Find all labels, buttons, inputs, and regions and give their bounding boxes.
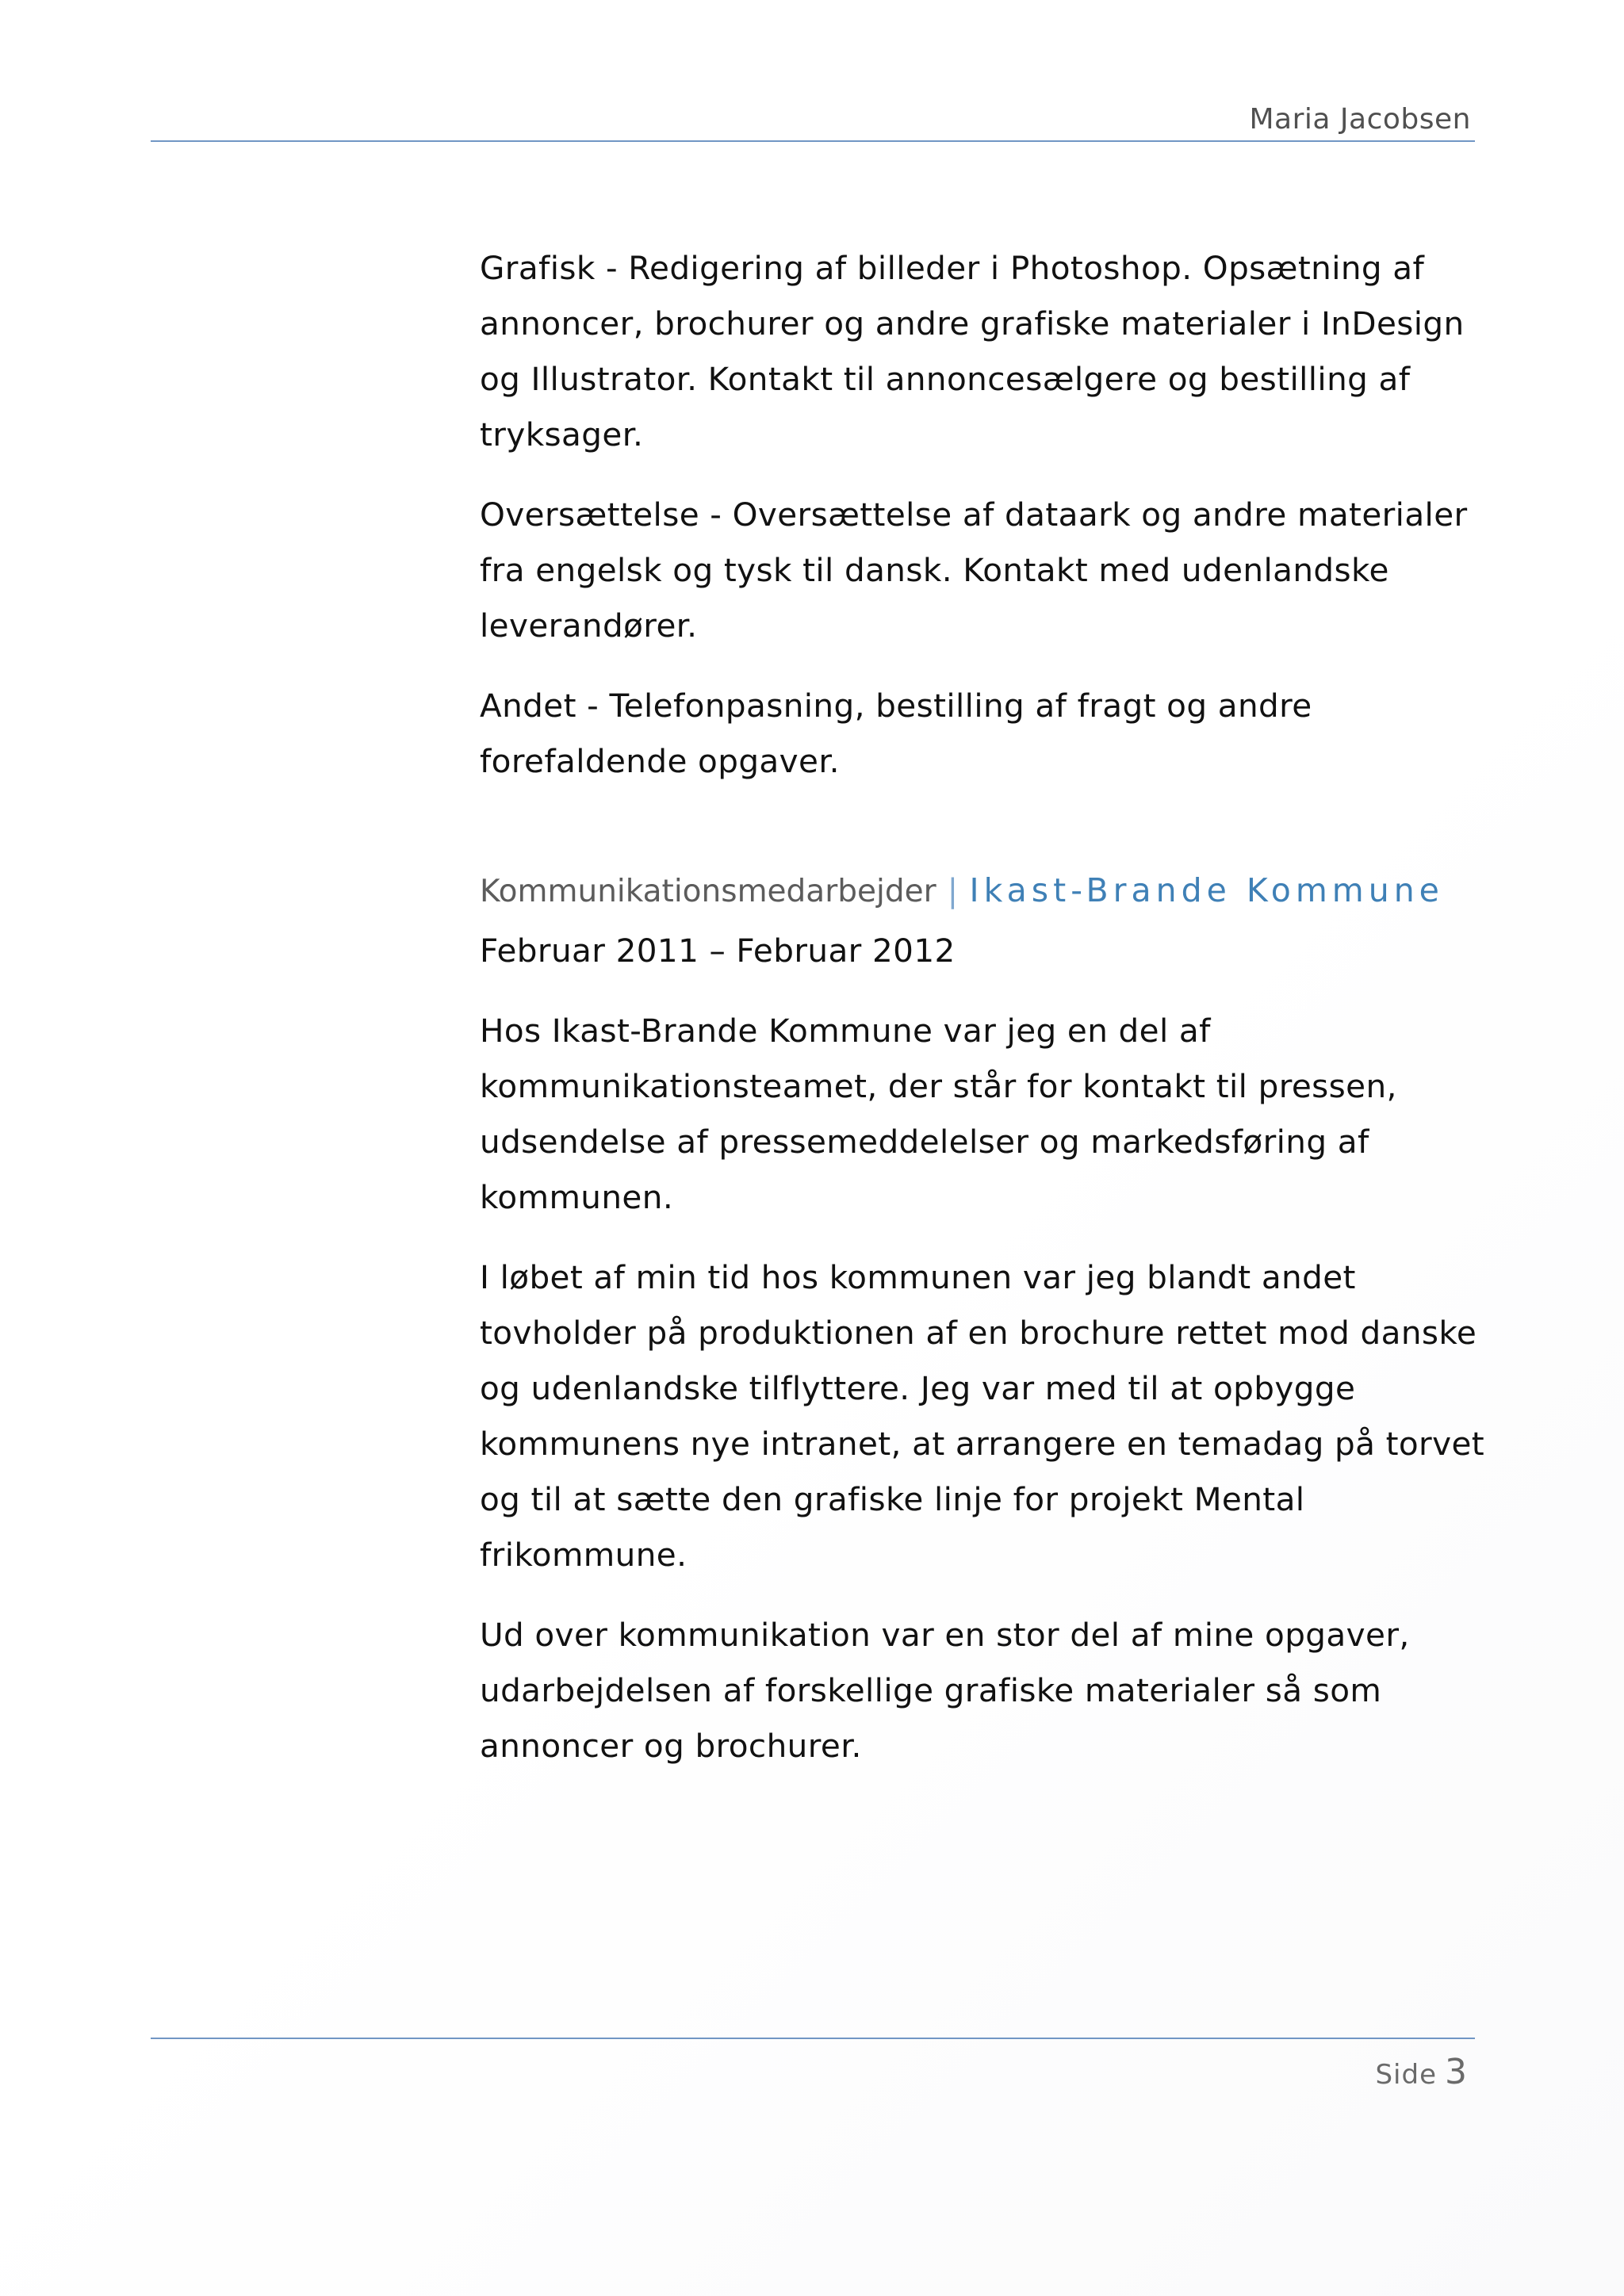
paragraph-oversaettelse: Oversættelse - Oversættelse af dataark og andre materialer fra engelsk og tysk til dansk. Kontakt med udenlandske leverandører. bbox=[480, 496, 1468, 645]
paragraph-andet: Andet - Telefonpasning, bestilling af fragt og andre forefaldende opgaver. bbox=[480, 687, 1312, 780]
footer-rule bbox=[151, 2038, 1475, 2039]
job-employer: Ikast-Brande Kommune bbox=[969, 871, 1444, 909]
main-content bbox=[480, 240, 1503, 1798]
job-title: Kommunikationsmedarbejder bbox=[480, 874, 936, 909]
header-name: Maria Jacobsen bbox=[1249, 103, 1471, 136]
job-paragraph: Hos Ikast-Brande Kommune var jeg en del af kommunikationsteamet, der står for kontakt til pressen, udsendelse af pressemeddelelser og markedsføring af kommunen. bbox=[480, 1012, 1397, 1216]
page-footer bbox=[1375, 2052, 1467, 2092]
header-rule bbox=[151, 140, 1475, 142]
paragraph-grafisk: Grafisk - Redigering af billeder i Photoshop. Opsætning af annoncer, brochurer og andre grafiske materialer i InDesign og Illustrator. Kontakt til annoncesælgere og bestilling af tryksager. bbox=[480, 249, 1465, 453]
job-dates: Februar 2011 – Februar 2012 bbox=[480, 932, 956, 970]
page-label: Side bbox=[1375, 2059, 1437, 2091]
page-number: 3 bbox=[1445, 2052, 1467, 2092]
job-paragraph: Ud over kommunikation var en stor del af mine opgaver, udarbejdelsen af forskellige grafiske materialer så som annoncer og brochurer. bbox=[480, 1616, 1410, 1765]
job-separator: | bbox=[947, 873, 959, 909]
job-paragraph: I løbet af min tid hos kommunen var jeg blandt andet tovholder på produktionen af en brochure rettet mod danske og udenlandske tilflyttere. Jeg var med til at opbygge kommunens nye intranet, at arrangere en temadag på torvet og til at sætte den grafiske linje for projekt Mental frikommune. bbox=[480, 1258, 1485, 1574]
job-heading bbox=[480, 863, 1503, 920]
